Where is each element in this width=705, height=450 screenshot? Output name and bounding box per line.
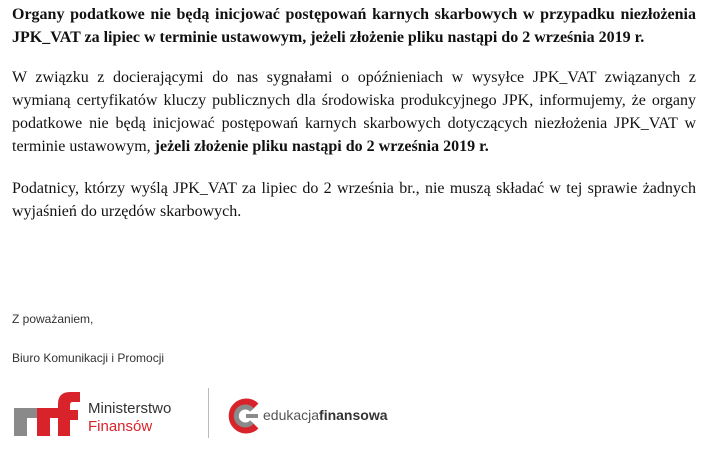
announcement-paragraph-1 [12,66,696,158]
edukacja-finansowa-logo-icon [226,396,268,436]
ministry-line-2: Finansów [88,418,153,435]
ministry-line-1: Ministerstwo [88,400,172,417]
paragraph-1-deadline: jeżeli złożenie pliku nastąpi do 2 września 2019 r. [154,138,489,155]
footer-logos [12,384,412,440]
logo-divider [208,388,209,438]
announcement-headline: Organy podatkowe nie będą inicjować postępowań karnych skarbowych w przypadku niezłożenia JPK_VAT za lipiec w terminie ustawowym, jeżeli złożenie pliku nastąpi do 2 września 2019 r. [12,6,696,46]
signature-greeting: Z poważaniem, [12,312,94,326]
edu-part-1: edukacja [263,407,320,423]
ministry-of-finance-logo-icon [14,390,80,436]
edu-part-2: finansowa [319,407,388,423]
signature-office: Biuro Komunikacji i Promocji [12,351,165,365]
paragraph-1-text: W związku z docierającymi do nas sygnałami o opóźnieniach w wysyłce JPK_VAT związanych z wymianą certyfikatów kluczy publicznych dla środowiska produkcyjnego JPK, informujemy, że organy podatkowe nie będą inicjować postępowań karnych skarbowych dotyczących niezłożenia JPK_VAT w terminie ustawowym, [12,69,696,155]
ministry-of-finance-name [88,400,171,436]
announcement-paragraph-2: Podatnicy, którzy wyślą JPK_VAT za lipiec do 2 września br., nie muszą składać w tej sprawie żadnych wyjaśnień do urzędów skarbowych. [12,180,696,220]
edukacja-finansowa-name [263,407,388,423]
